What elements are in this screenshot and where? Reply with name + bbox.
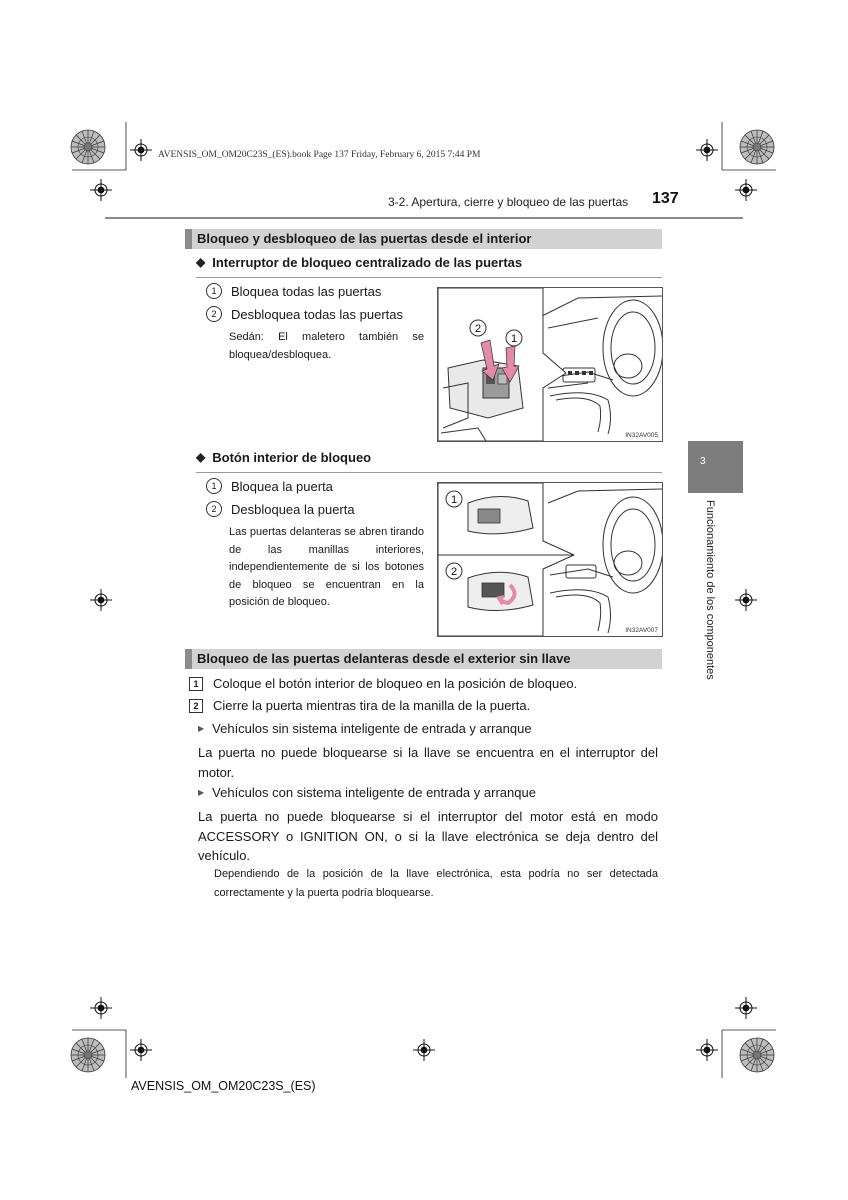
- illustration: [438, 483, 662, 636]
- registration-mark-icon: [130, 139, 152, 161]
- color-target-icon: [71, 130, 105, 164]
- color-target-icon: [740, 130, 774, 164]
- illustration: [438, 288, 662, 441]
- condition-text: Vehículos sin sistema inteligente de entrada y arranque: [212, 721, 532, 736]
- section-title-interior: Bloqueo y desbloqueo de las puertas desde el interior: [185, 229, 662, 249]
- condition-text: Vehículos con sistema inteligente de entrada y arranque: [212, 785, 536, 800]
- callout-1: 1: [510, 333, 518, 345]
- list-item-text: Bloquea la puerta: [231, 478, 333, 494]
- chapter-number: 3: [700, 456, 706, 467]
- figure-interior-lock-button: [437, 482, 663, 637]
- print-info: AVENSIS_OM_OM20C23S_(ES).book Page 137 Friday, February 6, 2015 7:44 PM: [158, 150, 481, 160]
- registration-mark-icon: [130, 1039, 152, 1061]
- header-rule: [105, 217, 743, 219]
- subheading-text: Botón interior de bloqueo: [212, 450, 372, 465]
- subheading-central-lock: [196, 255, 662, 278]
- color-target-icon: [71, 1038, 105, 1072]
- page-number: 137: [652, 190, 679, 207]
- registration-mark-icon: [90, 589, 112, 611]
- step-number: 1: [189, 677, 203, 691]
- list-item: [206, 283, 381, 299]
- step-text: Cierre la puerta mientras tira de la manilla de la puerta.: [213, 698, 531, 713]
- step-item: [189, 698, 530, 713]
- paragraph: La puerta no puede bloquearse si la llave se encuentra en el interruptor del motor.: [198, 745, 658, 780]
- step-number: 2: [189, 699, 203, 713]
- list-item-text: Desbloquea todas las puertas: [231, 306, 404, 322]
- registration-mark-icon: [90, 179, 112, 201]
- footer: AVENSIS_OM_OM20C23S_(ES): [131, 1079, 316, 1093]
- subheading-text: Interruptor de bloqueo centralizado de las puertas: [212, 255, 523, 270]
- registration-mark-icon: [90, 997, 112, 1019]
- triangle-right-icon: ▶: [198, 724, 205, 733]
- figure-code: IN32AV005: [625, 432, 658, 439]
- subheading-interior-button: [196, 450, 662, 473]
- number-marker: 2: [206, 501, 222, 517]
- figure-code: IN32AV007: [625, 627, 658, 634]
- color-target-icon: [740, 1038, 774, 1072]
- callout-2: 2: [474, 323, 482, 335]
- note-text: Dependiendo de la posición de la llave electrónica, esta podría no ser detectada correctamente y la puerta podría bloquearse.: [214, 868, 658, 899]
- number-marker: 1: [206, 478, 222, 494]
- note-text: Sedán: El maletero también se bloquea/desbloquea.: [229, 331, 424, 361]
- callout-2: 2: [450, 566, 458, 578]
- registration-mark-icon: [735, 179, 757, 201]
- chapter-label: Funcionamiento de los componentes: [704, 500, 716, 680]
- figure-central-lock-switch: [437, 287, 663, 442]
- registration-mark-icon: [696, 139, 718, 161]
- section-title-exterior: Bloqueo de las puertas delanteras desde el exterior sin llave: [185, 649, 662, 669]
- condition-label: [198, 721, 532, 736]
- registration-mark-icon: [735, 589, 757, 611]
- step-text: Coloque el botón interior de bloqueo en la posición de bloqueo.: [213, 676, 578, 691]
- note-text: Las puertas delanteras se abren tirando de las manillas interiores, independientemente de si los botones de bloqueo se encuentran en la posición de bloqueo.: [229, 526, 424, 608]
- paragraph: La puerta no puede bloquearse si el interruptor del motor está en modo ACCESSORY o IGNITION ON, o si la llave electrónica se deja dentro del vehículo.: [198, 809, 658, 863]
- number-marker: 2: [206, 306, 222, 322]
- triangle-right-icon: ▶: [198, 788, 205, 797]
- condition-label: [198, 785, 536, 800]
- list-item-text: Desbloquea la puerta: [231, 501, 355, 517]
- registration-mark-icon: [735, 997, 757, 1019]
- list-item: [206, 306, 403, 322]
- number-marker: 1: [206, 283, 222, 299]
- step-item: [189, 676, 577, 691]
- chapter-tab: [688, 441, 743, 493]
- list-item: [206, 478, 333, 494]
- registration-mark-icon: [696, 1039, 718, 1061]
- list-item: [206, 501, 355, 517]
- diamond-bullet-icon: ◆: [196, 450, 206, 464]
- callout-1: 1: [450, 494, 458, 506]
- section-header: 3-2. Apertura, cierre y bloqueo de las puertas: [388, 195, 629, 209]
- registration-mark-icon: [413, 1039, 435, 1061]
- list-item-text: Bloquea todas las puertas: [231, 283, 382, 299]
- diamond-bullet-icon: ◆: [196, 255, 206, 269]
